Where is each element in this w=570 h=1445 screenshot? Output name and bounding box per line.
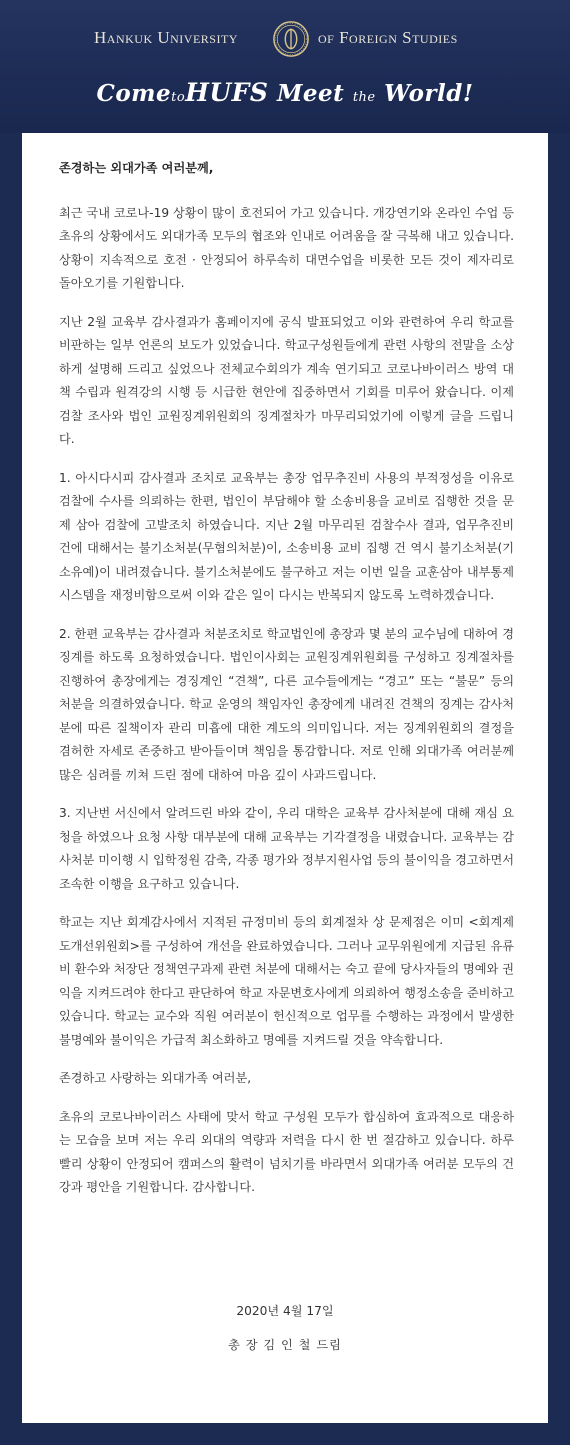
letter-paragraph: 최근 국내 코로나-19 상황이 많이 호전되어 가고 있습니다. 개강연기와 온라인 수업 등 초유의 상황에서도 외대가족 모두의 협조와 인내로 어려움을 잘 극복해 내고 있습니다. 상황이 지속적으로 호전 · 안정되어 하루속히 대면수업을 비롯한 모든 것이 제자리로 돌아오기를 기원합니다. xyxy=(59,205,514,290)
letter-paragraph: 존경하고 사랑하는 외대가족 여러분, xyxy=(59,1071,252,1085)
letter-body-panel xyxy=(22,133,548,1423)
header-banner xyxy=(0,0,570,133)
slogan-word: to xyxy=(171,90,186,105)
letter-paragraph: 2. 한편 교육부는 감사결과 처분조치로 학교법인에 총장과 몇 분의 교수님에 대하여 경징계를 하도록 요청하였습니다. 법인이사회는 교원징계위원회를 구성하고 징계절차를 진행하여 총장에게는 경징계인 “견책”, 다른 교수들에게는 “경고” 또는 “불문” 등의 처분을 의결하였습니다. 학교 운영의 책임자인 총장에게 내려진 견책의 징계는 감사처분에 따른 질책이자 관리 미흡에 대한 계도의 의미입니다. 저는 징계위원회의 결정을 겸허한 자세로 존중하고 받아들이며 책임을 통감합니다. 저로 인해 외대가족 여러분께 많은 심려를 끼쳐 드린 점에 대하여 마음 깊이 사과드립니다. xyxy=(59,626,514,782)
slogan-word: the xyxy=(352,90,376,105)
letter-greeting: 존경하는 외대가족 여러분께, xyxy=(59,161,214,175)
letter-paragraph: 1. 아시다시피 감사결과 조치로 교육부는 총장 업무추진비 사용의 부적정성을 이유로 검찰에 수사를 의뢰하는 한편, 법인이 부담해야 할 소송비용을 교비로 집행한 것을 문제 삼아 검찰에 고발조치 하였습니다. 지난 2월 마무리된 검찰수사 결과, 업무추진비 건에 대해서는 불기소처분(무혐의처분)이, 소송비용 교비 집행 건 역시 불기소처분(기소유예)이 내려졌습니다. 불기소처분에도 불구하고 저는 이번 일을 교훈삼아 내부통제 시스템을 재정비함으로써 이와 같은 일이 다시는 반복되지 않도록 노력하겠습니다. xyxy=(59,470,514,602)
slogan-word: Come xyxy=(96,80,172,107)
university-name-left: Hankuk University xyxy=(94,28,238,47)
slogan-word: Meet xyxy=(276,80,345,107)
letter-paragraph: 3. 지난번 서신에서 알려드린 바와 같이, 우리 대학은 교육부 감사처분에 대해 재심 요청을 하였으나 요청 사항 대부분에 대해 교육부는 기각결정을 내렸습니다. 교육부는 감사처분 미이행 시 입학정원 감축, 각종 평가와 정부지원사업 등의 불이익을 경고하면서 조속한 이행을 요구하고 있습니다. xyxy=(59,806,514,891)
university-title xyxy=(0,20,570,60)
letter-date: 2020년 4월 17일 xyxy=(236,1304,334,1318)
letter-text xyxy=(59,157,514,1215)
university-name-right: of Foreign Studies xyxy=(318,28,458,47)
letter-signature: 총 장 김 인 철 드림 xyxy=(228,1338,342,1352)
slogan xyxy=(0,78,570,107)
letter-paragraph: 지난 2월 교육부 감사결과가 홈페이지에 공식 발표되었고 이와 관련하여 우리 학교를 비판하는 일부 언론의 보도가 있었습니다. 학교구성원들에게 관련 사항의 전말을 소상하게 설명해 드리고 싶었으나 전체교수회의가 계속 연기되고 코로나바이러스 방역 대책 수립과 원격강의 시행 등 시급한 현안에 집중하면서 기회를 미루어 왔습니다. 이제 검찰 조사와 법인 교원징계위원회의 징계절차가 마무리되었기에 이렇게 글을 드립니다. xyxy=(59,314,514,446)
letter-paragraph: 학교는 지난 회계감사에서 지적된 규정미비 등의 회계절차 상 문제점은 이미 <회계제도개선위원회>를 구성하여 개선을 완료하였습니다. 그러나 교무위원에게 지급된 유류비 환수와 처장단 정책연구과제 관련 처분에 대해서는 숙고 끝에 당사자들의 명예와 권익을 지켜드려야 한다고 판단하여 학교 자문변호사에게 의뢰하여 행정소송을 준비하고 있습니다. 학교는 교수와 직원 여러분이 헌신적으로 업무를 수행하는 과정에서 발생한 불명예와 불이익은 가급적 최소화하고 명예를 지켜드릴 것을 약속합니다. xyxy=(59,915,514,1047)
slogan-word: HUFS xyxy=(185,78,269,107)
university-seal-icon xyxy=(272,20,310,58)
letter-paragraph: 초유의 코로나바이러스 사태에 맞서 학교 구성원 모두가 합심하여 효과적으로 대응하는 모습을 보며 저는 우리 외대의 역량과 저력을 다시 한 번 절감하고 있습니다. 하루 빨리 상황이 안정되어 캠퍼스의 활력이 넘치기를 바라면서 외대가족 여러분 모두의 건강과 평안을 기원합니다. 감사합니다. xyxy=(59,1109,514,1194)
slogan-word: World! xyxy=(384,80,474,107)
